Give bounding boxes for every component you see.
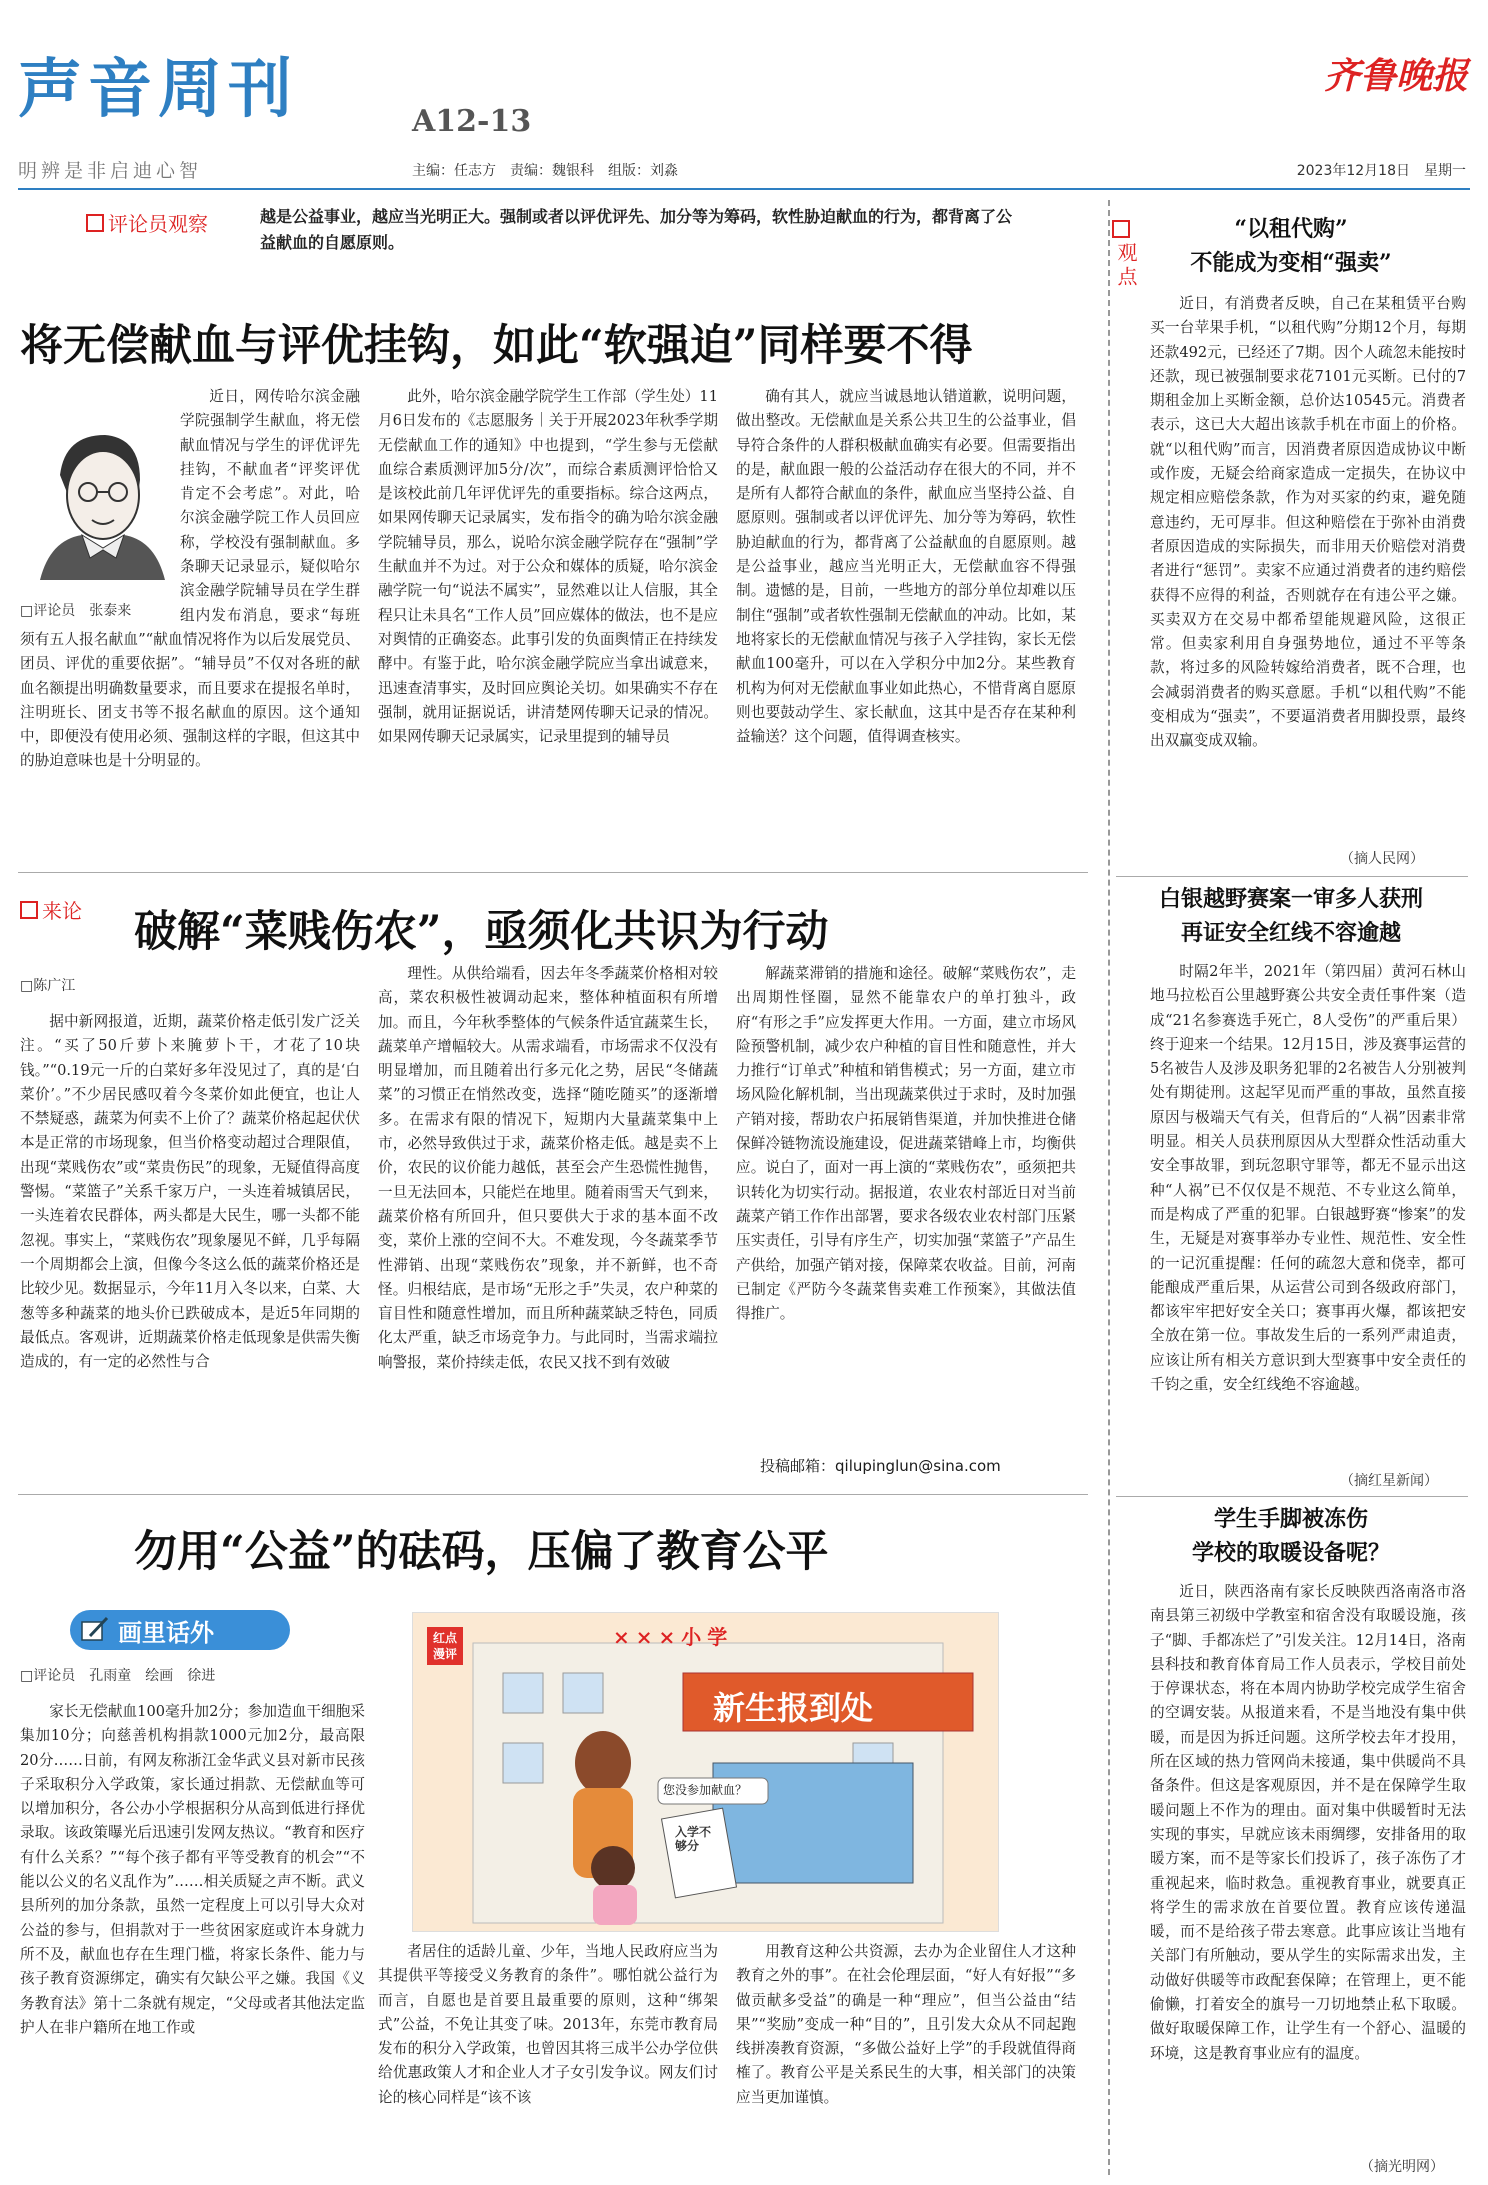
registration-banner: 新生报到处 xyxy=(713,1689,874,1727)
article-paragraph: 者居住的适龄儿童、少年，当地人民政府应当为其提供平等接受义务教育的条件”。哪怕就公益行为而言，自愿也是首要且最重要的原则，这种“绑架式”公益，不免让其变了味。2013年，东莞市教育局发布的积分入学政策，也曾因其将三成半公办学位供给优惠政策人才和企业人才子女引发争议。网友们讨论的核心同样是“该不该 xyxy=(378,1943,718,2106)
article-paragraph: 确有其人，就应当诚恳地认错道歉，说明问题，做出整改。无偿献血是关系公共卫生的公益事业，倡导符合条件的人群积极献血确实有必要。但需要指出的是，献血跟一般的公益活动存在很大的不同，并不是所有人都符合献血的条件，献血应当坚持公益、自愿原则。强制或者以评优评先、加分等为筹码，软性胁迫献血的行为，都背离了公益献血的自愿原则。越是公益事业，越应当光明正大，无偿献血容不得强制。遗憾的是，目前，一些地方的部分单位却难以压制住“强制”或者软性强制无偿献血的冲动。比如，某地将家长的无偿献血情况与孩子入学挂钩，家长无偿献血100毫升，可以在入学积分中加2分。某些教育机构为何对无偿献血事业如此热心，不惜背离自愿原则也要鼓动学生、家长献血，这其中是否存在某种利益输送？这个问题，值得调查核实。 xyxy=(736,388,1076,746)
article-tag xyxy=(20,895,82,924)
opinion-title-line: 不能成为变相“强卖” xyxy=(1190,250,1392,276)
opinion-title xyxy=(1116,1502,1466,1570)
article-column xyxy=(736,962,1076,1432)
article-tag-label: 来论 xyxy=(42,899,82,923)
speech-bubble: 您没参加献血？ xyxy=(663,1783,748,1797)
opinion-paragraph: 近日，陕西洛南有家长反映陕西洛南洛市洛南县第三初级中学教室和宿舍没有取暖设施，孩子“脚、手都冻烂了”引发关注。12月14日，洛南县科技和教育体育局工作人员表示，学校目前处于停课状态，将在本周内协助学校完成学生宿舍的空调安装。从报道来看，不是当地没有集中供暖，而是因为拆迁问题。这所学校去年才投用，所在区域的热力管网尚未接通，集中供暖尚不具备条件。但这是客观原因，并不是在保障学生取暖问题上不作为的理由。面对集中供暖暂时无法实现的事实，早就应该未雨绸缪，安排备用的取暖方案，而不是等家长们投诉了，孩子冻伤了才重视起来，临时救急。重视教育事业，就要真正将学生的需求放在首要位置。教育应该传递温暖，而不是给孩子带去寒意。此事应该让当地有关部门有所触动，要从学生的实际需求出发，主动做好供暖等市政配套保障；在管理上，更不能偷懒，打着安全的旗号一刀切地禁止私下取暖。做好取暖保障工作，让学生有一个舒心、温暖的环境，这是教育事业应有的温度。 xyxy=(1150,1583,1466,2062)
column-divider xyxy=(1108,200,1110,2175)
opinion-body xyxy=(1150,960,1466,1465)
article-paragraph: 家长无偿献血100毫升加2分；参加造血干细胞采集加10分；向慈善机构捐款1000元加2分，最高限20分……日前，有网友称浙江金华武义县对新市民孩子采取积分入学政策，家长通过捐款、无偿献血等可以增加积分，各公办小学根据积分从高到低进行择优录取。该政策曝光后迅速引发网友热议。“教育和医疗有什么关系？”“每个孩子都有平等受教育的机会”“不能以公义的名义乱作为”……相关质疑之声不断。武义县所列的加分条款，虽然一定程度上可以引导大众对公益的参与，但捐款对于一些贫困家庭或许本身就力所不及，献血也存在生理门槛，将家长条件、能力与孩子教育资源绑定，确实有欠缺公平之嫌。我国《义务教育法》第十二条就有规定，“父母或者其他法定监护人在非户籍所在地工作或 xyxy=(20,1703,365,2036)
article-byline: □评论员 孔雨童 绘画 徐进 xyxy=(20,1668,216,1684)
opinion-body xyxy=(1150,292,1466,847)
opinion-title xyxy=(1116,882,1466,950)
article-tag-label: 评论员观察 xyxy=(108,212,208,236)
article-headline: 将无偿献血与评优挂钩，如此“软强迫”同样要不得 xyxy=(20,321,973,371)
article-column xyxy=(736,385,1076,855)
issue-date: 2023年12月18日 星期一 xyxy=(1296,163,1466,179)
section-badge xyxy=(70,1610,290,1650)
article-tag xyxy=(86,208,208,237)
article-paragraph: 此外，哈尔滨金融学院学生工作部（学生处）11月6日发布的《志愿服务｜关于开展2023年秋季学期无偿献血工作的通知》中也提到，“学生参与无偿献血综合素质测评加5分/次”，而综合素质测评恰恰又是该校此前几年评优评先的重要指标。综合这两点，如果网传聊天记录属实，发布指令的确为哈尔滨金融学院辅导员，那么，说哈尔滨金融学院存在“强制”学生献血并不为过。对于公众和媒体的质疑，哈尔滨金融学院一句“说法不属实”，显然难以让人信服，其全程只让未具名“工作人员”回应媒体的做法，也不是应对舆情的正确姿态。此事引发的负面舆情正在持续发酵中。有鉴于此，哈尔滨金融学院应当拿出诚意来，迅速查清事实，及时回应舆论关切。如果确实不存在强制，就用证据说话，讲清楚网传聊天记录的情况。如果网传聊天记录属实，记录里提到的辅导员 xyxy=(378,388,718,746)
article-column xyxy=(378,1940,718,2175)
tag-box-icon xyxy=(20,901,38,919)
opinion-title xyxy=(1116,212,1466,280)
masthead-rule xyxy=(18,188,1470,190)
article-column xyxy=(20,1010,360,1480)
article-paragraph: 用教育这种公共资源，去办为企业留住人才这种教育之外的事”。在社会伦理层面，“好人有好报”“多做贡献多受益”的确是一种“理应”，但当公益由“结果”“奖励”变成一种“目的”，且引发大众从不同起跑线拼凑教育资源，“多做公益好上学”的手段就值得商榷了。教育公平是关系民生的大事，相关部门的决策应当更加谨慎。 xyxy=(736,1943,1076,2106)
article-headline: 破解“菜贱伤农”，亟须化共识为行动 xyxy=(134,907,829,957)
school-sign: ×××小学 xyxy=(613,1625,734,1649)
article-column xyxy=(378,385,718,855)
opinion-title-line: 学校的取暖设备呢？ xyxy=(1191,1540,1390,1566)
opinion-title-line: “以租代购” xyxy=(1234,216,1348,242)
pencil-icon xyxy=(80,1616,110,1644)
article-column xyxy=(20,1700,365,2175)
section-title: 声音周刊 xyxy=(18,53,298,127)
opinion-title-line: 白银越野赛案一审多人获刑 xyxy=(1158,886,1423,912)
article-column xyxy=(736,1940,1076,2175)
opinion-body xyxy=(1150,1580,1466,2155)
cartoon-badge-line: 红点 xyxy=(433,1631,458,1645)
score-paper: 入学不够分 xyxy=(675,1825,712,1853)
cartoon-badge-line: 漫评 xyxy=(433,1647,458,1661)
article-column xyxy=(20,385,360,855)
opinion-title-line: 再证安全红线不容逾越 xyxy=(1180,920,1401,946)
article-paragraph: 解蔬菜滞销的措施和途径。破解“菜贱伤农”，走出周期性怪圈，显然不能靠农户的单打独斗，政府“有形之手”应发挥更大作用。一方面，建立市场风险预警机制，减少农户种植的盲目性和随意性，并大力推行“订单式”种植和销售模式；另一方面，建立市场风险化解机制，当出现蔬菜供过于求时，及时加强产销对接，帮助农户拓展销售渠道，并加快推进仓储保鲜冷链物流设施建设，促进蔬菜错峰上市，均衡供应。说白了，面对一再上演的“菜贱伤农”，亟须把共识转化为切实行动。据报道，农业农村部近日对当前蔬菜产销工作作出部署，要求各级农业农村部门压紧压实责任，引导有序生产，切实加强“菜篮子”产品生产供给，加强产销对接，保障菜农收益。目前，河南已制定《严防今冬蔬菜售卖难工作预案》，其做法值得推广。 xyxy=(736,965,1076,1323)
opinion-paragraph: 时隔2年半，2021年（第四届）黄河石林山地马拉松百公里越野赛公共安全责任事件案（造成“21名参赛选手死亡，8人受伤”的严重后果）终于迎来一个结果。12月15日，涉及赛事运营的5名被告人及涉及职务犯罪的2名被告人分别被判处有期徒刑。这起罕见而严重的事故，虽然直接原因与极端天气有关，但背后的“人祸”因素非常明显。相关人员获刑原因从大型群众性活动重大安全事故罪，到玩忽职守罪等，都无不显示出这种“人祸”已不仅仅是不规范、不专业这么简单，而是构成了严重的犯罪。白银越野赛“惨案”的发生，无疑是对赛事举办专业性、规范性、安全性的一记沉重提醒：任何的疏忽大意和侥幸，都可能酿成严重后果，从运营公司到各级政府部门，都该牢牢把好安全关口；赛事再火爆，都该把安全放在第一位。事故发生后的一系列严肃追责，应该让所有相关方意识到大型赛事中安全责任的千钧之重，安全红线绝不容逾越。 xyxy=(1150,963,1466,1394)
opinion-paragraph: 近日，有消费者反映，自己在某租赁平台购买一台苹果手机，“以租代购”分期12个月，每期还款492元，已经还了7期。因个人疏忽未能按时还款，现已被强制要求花7101元买断。已付的7期租金加上买断金额，总价达10545元。消费者表示，这已大大超出该款手机在市面上的价格。就“以租代购”而言，因消费者原因造成协议中断或作废，无疑会给商家造成一定损失，在协议中规定相应赔偿条款，作为对买家的约束，避免随意违约，无可厚非。但这种赔偿在于弥补由消费者原因造成的实际损失，而非用天价赔偿对消费者进行“惩罚”。卖家不应通过消费者的违约赔偿获得不应得的利益，否则就存在有违公平之嫌。买卖双方在交易中都希望能规避风险，这很正常。但卖家利用自身强势地位，通过不平等条款，将过多的风险转嫁给消费者，既不合理，也会减弱消费者的购买意愿。手机“以租代购”不能变相成为“强卖”，不要逼消费者用脚投票，最终出双赢变成双输。 xyxy=(1150,295,1466,750)
newspaper-logo: 齐鲁晚报 xyxy=(1323,55,1468,97)
cartoon-badge xyxy=(427,1627,463,1665)
page-number: A12-13 xyxy=(412,104,532,139)
article-headline: 勿用“公益”的砝码，压偏了教育公平 xyxy=(134,1527,829,1577)
section-motto: 明辨是非启迪心智 xyxy=(18,160,203,182)
article-paragraph: 近日，网传哈尔滨金融学院强制学生献血，将无偿献血情况与学生的评优评先挂钩，不献血者“评奖评优肯定不会考虑”。对此，哈尔滨金融学院工作人员回应称，学校没有强制献血。多条聊天记录显示，疑似哈尔滨金融学院辅导员在学生群组内发布消息，要求“每班须有五人报名献血”“献血情况将作为以后发展党员、团员、评优的重要依据”。“辅导员”不仅对各班的献血名额提出明确数量要求，而且要求在提报名单时，注明班长、团支书等不报名献血的原因。这个通知中，即便没有使用必须、强制这样的字眼，但这其中的胁迫意味也是十分明显的。 xyxy=(20,388,360,770)
editorial-cartoon xyxy=(412,1612,999,1932)
article-byline: □陈广江 xyxy=(20,978,76,994)
submission-email: 投稿邮箱：qilupinglun@sina.com xyxy=(760,1457,1001,1475)
portrait-spacer xyxy=(20,385,180,617)
editor-credits: 主编：任志方 责编：魏银科 组版：刘淼 xyxy=(412,163,678,179)
right-column-tag-label: 观点 xyxy=(1114,242,1138,290)
section-divider xyxy=(18,1494,1088,1495)
article-paragraph: 理性。从供给端看，因去年冬季蔬菜价格相对较高，菜农积极性被调动起来，整体种植面积有所增加。而且，今年秋季整体的气候条件适宜蔬菜生长，蔬菜单产增幅较大。从需求端看，市场需求不仅没有明显增加，而且随着出行多元化之势，居民“冬储蔬菜”的习惯正在悄然改变，选择“随吃随买”的逐渐增多。在需求有限的情况下，短期内大量蔬菜集中上市，必然导致供过于求，蔬菜价格走低。越是卖不上价，农民的议价能力越低，甚至会产生恐慌性抛售，一旦无法回本，只能烂在地里。随着雨雪天气到来，蔬菜价格有所回升，但只要供大于求的基本面不改变，菜价上涨的空间不大。不难发现，今冬蔬菜季节性滞销、出现“菜贱伤农”现象，并不新鲜，也不奇怪。归根结底，是市场“无形之手”失灵，农户种菜的盲目性和随意性增加，而且所种蔬菜缺乏特色，同质化太严重，缺乏市场竞争力。与此同时，当需求端拉响警报，菜价持续走低，农民又找不到有效破 xyxy=(378,965,718,1371)
opinion-title-line: 学生手脚被冻伤 xyxy=(1213,1506,1368,1532)
opinion-source: （摘人民网） xyxy=(1340,851,1424,867)
opinion-source: （摘红星新闻） xyxy=(1340,1473,1438,1489)
section-badge-label: 画里话外 xyxy=(118,1618,214,1647)
article-column xyxy=(378,962,718,1480)
article-paragraph: 据中新网报道，近期，蔬菜价格走低引发广泛关注。“买了50斤萝卜来腌萝卜干，才花了10块钱。”“0.19元一斤的白菜好多年没见过了，真的是‘白菜价’。”不少居民感叹着今冬菜价如此便宜，也让人不禁疑惑，蔬菜为何卖不上价了？蔬菜价格起起伏伏本是正常的市场现象，但当价格变动超过合理限值，出现“菜贱伤农”或“菜贵伤民”的现象，无疑值得高度警惕。“菜篮子”关系千家万户，一头连着城镇居民，一头连着农民群体，两头都是大民生，哪一头都不能忽视。事实上，“菜贱伤农”现象屡见不鲜，几乎每隔一个周期都会上演，但像今冬这么低的蔬菜价格还是比较少见。数据显示，今年11月入冬以来，白菜、大葱等多种蔬菜的地头价已跌破成本，是近5年同期的最低点。客观讲，近期蔬菜价格走低现象是供需失衡造成的，有一定的必然性与合 xyxy=(20,1013,360,1371)
opinion-divider xyxy=(1116,876,1468,877)
opinion-divider xyxy=(1116,1496,1468,1497)
opinion-source: （摘光明网） xyxy=(1360,2159,1444,2175)
article-lead: 越是公益事业，越应当光明正大。强制或者以评优评先、加分等为筹码，软性胁迫献血的行为，都背离了公益献血的自愿原则。 xyxy=(260,207,1013,252)
section-divider xyxy=(18,872,1088,873)
article-byline: □评论员 张泰来 xyxy=(20,603,132,619)
tag-box-icon xyxy=(86,214,104,232)
cartoon-illustration xyxy=(413,1613,998,1931)
